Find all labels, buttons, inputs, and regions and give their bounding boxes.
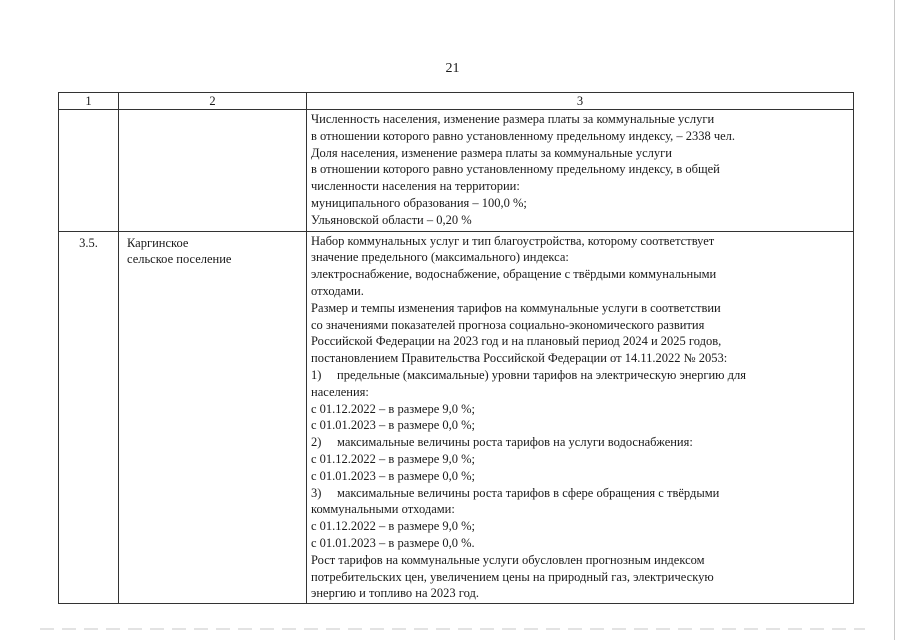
column-header-3: 3 [307, 93, 854, 110]
list-item [311, 434, 849, 451]
row-number-cell [59, 231, 119, 604]
text-line: Российской Федерации на 2023 год и на плановый период 2024 и 2025 годов, [311, 334, 722, 349]
list-marker: 3) [311, 485, 322, 500]
scan-bottom-edge [40, 628, 865, 630]
table-header-row [59, 93, 854, 110]
scan-edge-line [894, 0, 895, 640]
list-item-text: предельные (максимальные) уровни тарифов на электрическую энергию для [337, 367, 746, 382]
page-number: 21 [445, 61, 460, 76]
text-line: численности населения на территории: [311, 179, 520, 194]
text-line: в отношении которого равно установленному предельному индексу, в общей [311, 162, 720, 177]
table-row [59, 231, 854, 604]
list-item-text: максимальные величины роста тарифов в сфере обращения с твёрдыми [337, 485, 720, 500]
text-line: Ульяновской области – 0,20 % [311, 212, 472, 227]
row-description-cell [307, 110, 854, 232]
column-header-1: 1 [59, 93, 119, 110]
text-line: с 01.01.2023 – в размере 0,0 %; [311, 468, 476, 483]
text-line: Набор коммунальных услуг и тип благоустройства, которому соответствует [311, 233, 715, 248]
text-line: с 01.01.2023 – в размере 0,0 %. [311, 535, 475, 550]
text-line: электроснабжение, водоснабжение, обращение с твёрдыми коммунальными [311, 267, 717, 282]
list-item [311, 367, 849, 384]
row-number: 3.5. [79, 235, 98, 250]
row-number-cell [59, 110, 119, 232]
text-line: с 01.01.2023 – в размере 0,0 %; [311, 418, 476, 433]
list-marker: 2) [311, 435, 322, 450]
text-line: отходами. [311, 283, 364, 298]
text-line: со значениями показателей прогноза социально-экономического развития [311, 317, 705, 332]
settlement-name-cell [119, 231, 307, 604]
text-line: муниципального образования – 100,0 %; [311, 195, 527, 210]
text-line: коммунальными отходами: [311, 502, 455, 517]
settlement-name-cell [119, 110, 307, 232]
text-line: Численность населения, изменение размера платы за коммунальные услуги [311, 112, 715, 126]
list-marker: 1) [311, 367, 322, 382]
table-row [59, 110, 854, 232]
text-line: с 01.12.2022 – в размере 9,0 %; [311, 451, 476, 466]
text-line: с 01.12.2022 – в размере 9,0 %; [311, 401, 476, 416]
text-line: постановлением Правительства Российской Федерации от 14.11.2022 № 2053: [311, 351, 728, 366]
text-line: Доля населения, изменение размера платы за коммунальные услуги [311, 145, 672, 160]
text-line: с 01.12.2022 – в размере 9,0 %; [311, 519, 476, 534]
text-line: значение предельного (максимального) индекса: [311, 250, 569, 265]
text-line: потребительских цен, увеличением цены на природный газ, электрическую [311, 569, 714, 584]
text-line: населения: [311, 384, 369, 399]
list-item [311, 485, 849, 502]
text-line: энергию и топливо на 2023 год. [311, 586, 479, 601]
text-line: Рост тарифов на коммунальные услуги обусловлен прогнозным индексом [311, 552, 705, 567]
tariff-table [58, 92, 854, 604]
settlement-name-line: сельское поселение [127, 252, 232, 267]
row-description-cell [307, 231, 854, 604]
list-item-text: максимальные величины роста тарифов на услуги водоснабжения: [337, 435, 693, 450]
column-header-2: 2 [119, 93, 307, 110]
settlement-name-line: Каргинское [127, 235, 189, 250]
text-line: в отношении которого равно установленному предельному индексу, – 2338 чел. [311, 128, 736, 143]
text-line: Размер и темпы изменения тарифов на коммунальные услуги в соответствии [311, 300, 721, 315]
